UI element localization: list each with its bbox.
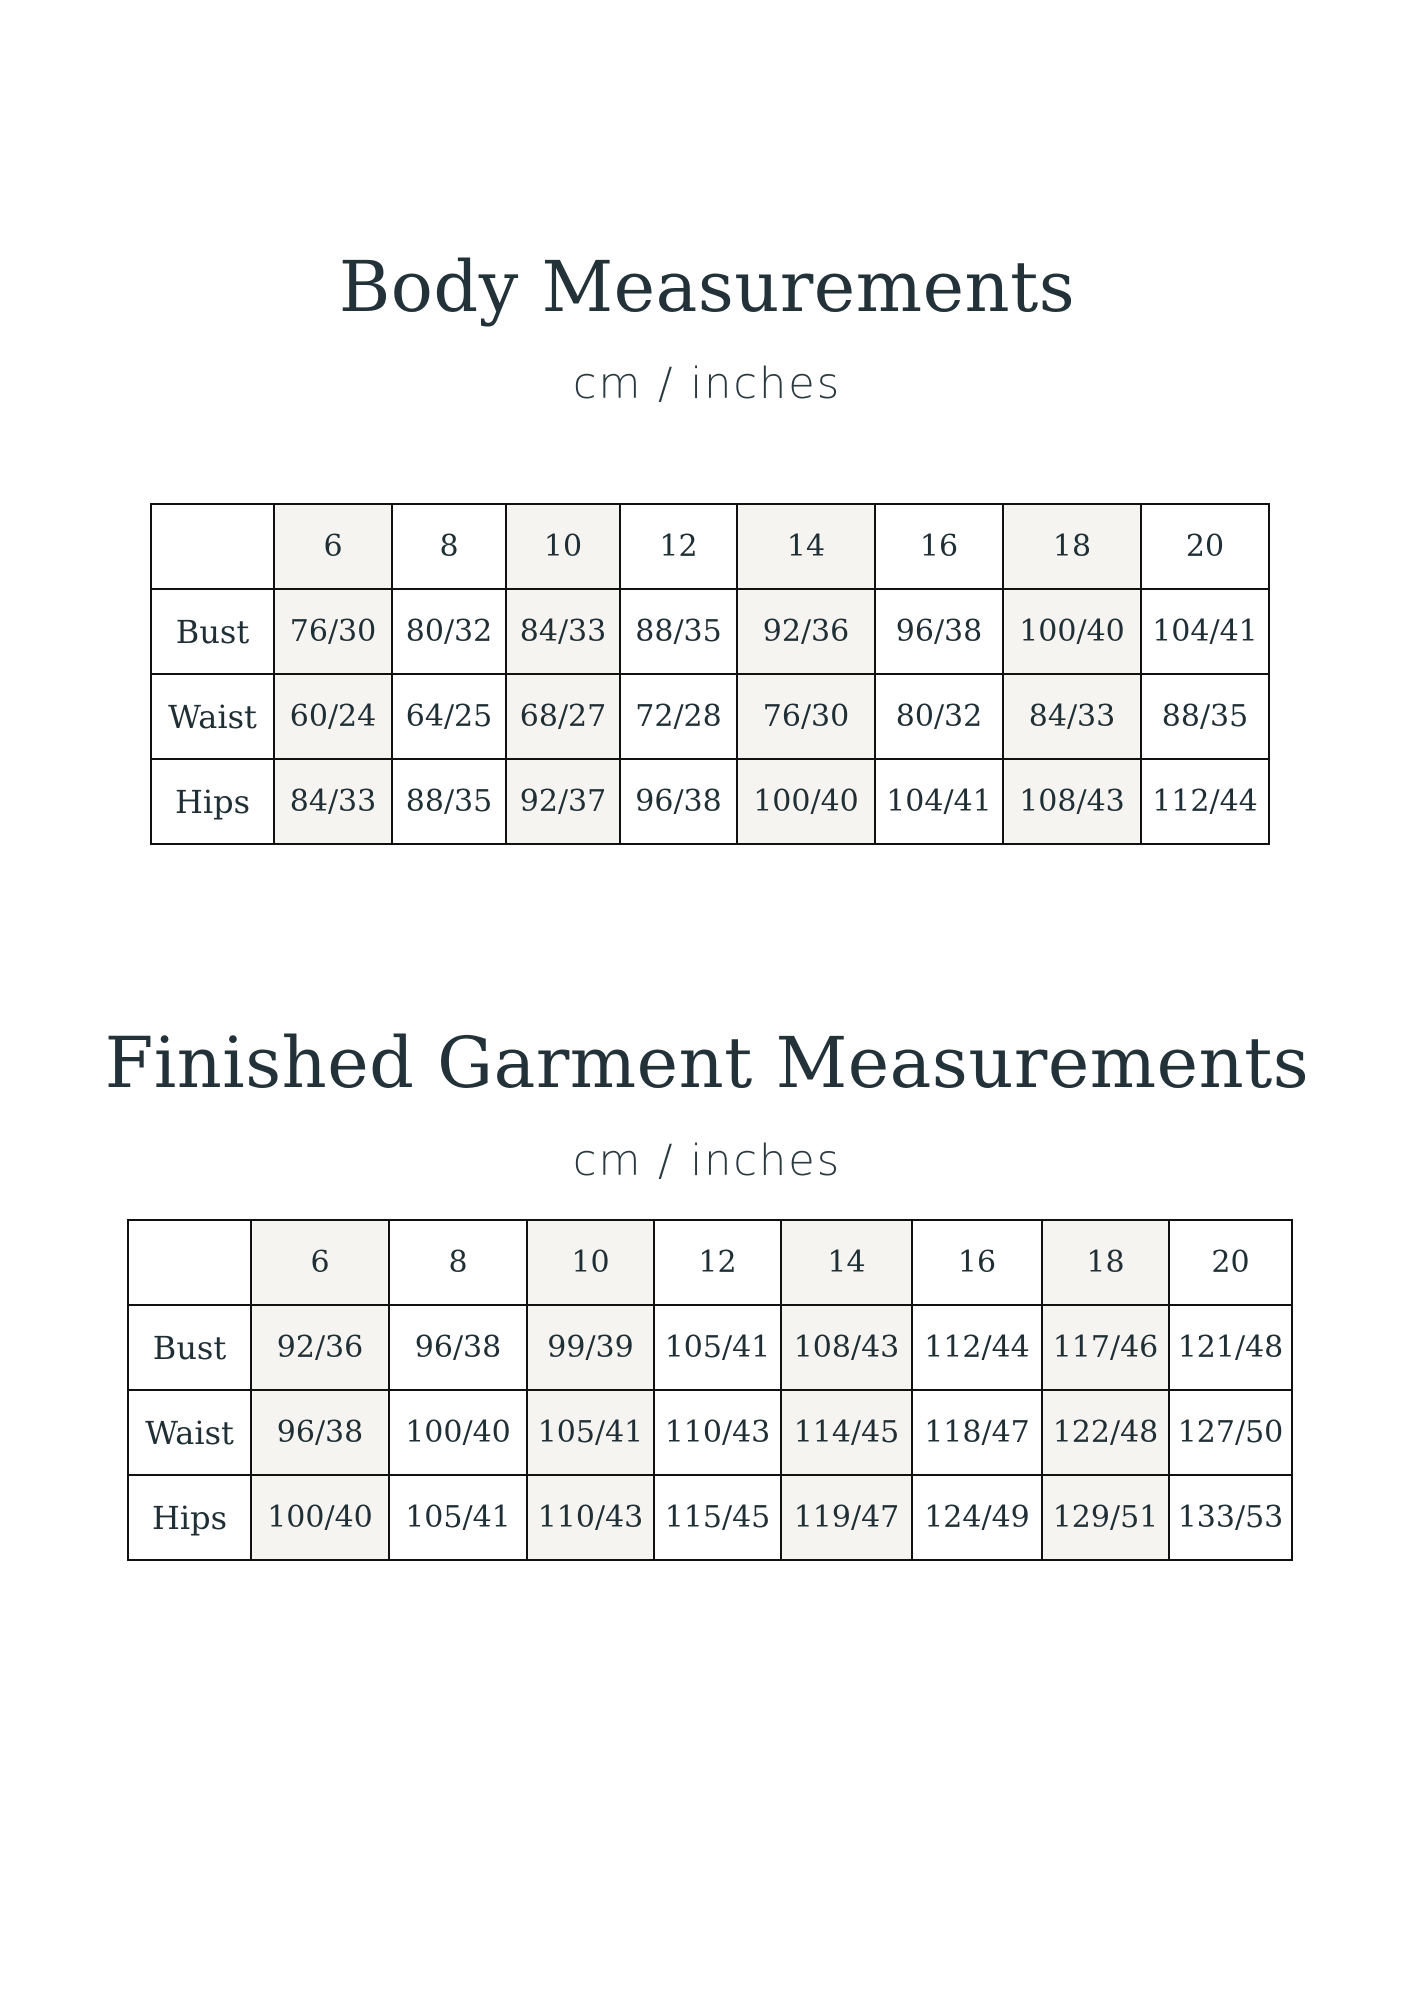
- measurement-cell: 84/33: [506, 589, 620, 674]
- measurement-cell: 96/38: [620, 759, 737, 844]
- measurement-cell: 115/45: [654, 1475, 781, 1560]
- measurement-cell: 60/24: [274, 674, 392, 759]
- measurement-cell: 104/41: [875, 759, 1003, 844]
- garment-measurements-title: Finished Garment Measurements: [104, 1022, 1310, 1104]
- table-row: [151, 759, 1269, 844]
- garment-measurements-table: [127, 1219, 1293, 1561]
- size-header: 8: [392, 504, 506, 589]
- measurement-cell: 72/28: [620, 674, 737, 759]
- measurement-cell: 133/53: [1169, 1475, 1292, 1560]
- measurement-cell: 110/43: [527, 1475, 654, 1560]
- size-header: 16: [912, 1220, 1042, 1305]
- row-label: Waist: [128, 1390, 251, 1475]
- measurement-cell: 92/36: [251, 1305, 389, 1390]
- measurement-cell: 64/25: [392, 674, 506, 759]
- measurement-cell: 129/51: [1042, 1475, 1169, 1560]
- measurement-cell: 114/45: [781, 1390, 912, 1475]
- measurement-cell: 92/36: [737, 589, 875, 674]
- size-header: 18: [1042, 1220, 1169, 1305]
- corner-cell: [128, 1220, 251, 1305]
- measurement-cell: 88/35: [1141, 674, 1269, 759]
- measurement-cell: 112/44: [1141, 759, 1269, 844]
- size-header: 6: [274, 504, 392, 589]
- measurement-cell: 96/38: [875, 589, 1003, 674]
- size-header: 14: [781, 1220, 912, 1305]
- measurement-cell: 105/41: [389, 1475, 527, 1560]
- measurement-cell: 100/40: [1003, 589, 1141, 674]
- measurement-cell: 100/40: [737, 759, 875, 844]
- measurement-cell: 105/41: [654, 1305, 781, 1390]
- measurement-cell: 117/46: [1042, 1305, 1169, 1390]
- body-measurements-units: cm / inches: [572, 359, 842, 409]
- table-row: [151, 674, 1269, 759]
- size-header: 20: [1169, 1220, 1292, 1305]
- size-header: 18: [1003, 504, 1141, 589]
- row-label: Hips: [128, 1475, 251, 1560]
- measurement-cell: 118/47: [912, 1390, 1042, 1475]
- measurement-cell: 92/37: [506, 759, 620, 844]
- measurement-cell: 84/33: [1003, 674, 1141, 759]
- size-header: 10: [506, 504, 620, 589]
- measurement-cell: 96/38: [251, 1390, 389, 1475]
- size-header: 8: [389, 1220, 527, 1305]
- measurement-cell: 100/40: [389, 1390, 527, 1475]
- size-header: 14: [737, 504, 875, 589]
- size-header: 6: [251, 1220, 389, 1305]
- measurement-cell: 104/41: [1141, 589, 1269, 674]
- measurement-cell: 108/43: [781, 1305, 912, 1390]
- measurement-cell: 108/43: [1003, 759, 1141, 844]
- measurement-cell: 84/33: [274, 759, 392, 844]
- size-header: 12: [620, 504, 737, 589]
- table-row: [128, 1390, 1292, 1475]
- row-label: Bust: [128, 1305, 251, 1390]
- body-measurements-title: Body Measurements: [338, 246, 1076, 328]
- measurement-cell: 110/43: [654, 1390, 781, 1475]
- measurement-cell: 112/44: [912, 1305, 1042, 1390]
- measurement-cell: 119/47: [781, 1475, 912, 1560]
- measurement-cell: 80/32: [392, 589, 506, 674]
- measurement-cell: 68/27: [506, 674, 620, 759]
- measurement-cell: 100/40: [251, 1475, 389, 1560]
- measurement-cell: 76/30: [274, 589, 392, 674]
- measurement-cell: 121/48: [1169, 1305, 1292, 1390]
- measurement-cell: 96/38: [389, 1305, 527, 1390]
- row-label: Hips: [151, 759, 274, 844]
- garment-measurements-units: cm / inches: [572, 1136, 842, 1186]
- measurement-cell: 88/35: [392, 759, 506, 844]
- size-header: 20: [1141, 504, 1269, 589]
- table-row: [128, 1475, 1292, 1560]
- measurement-cell: 80/32: [875, 674, 1003, 759]
- table-row: [128, 1305, 1292, 1390]
- table-row: [151, 589, 1269, 674]
- size-header: 12: [654, 1220, 781, 1305]
- corner-cell: [151, 504, 274, 589]
- row-label: Waist: [151, 674, 274, 759]
- body-measurements-table: [150, 503, 1270, 845]
- size-header-row: [151, 504, 1269, 589]
- measurement-cell: 127/50: [1169, 1390, 1292, 1475]
- measurement-cell: 122/48: [1042, 1390, 1169, 1475]
- measurement-cell: 105/41: [527, 1390, 654, 1475]
- measurement-cell: 76/30: [737, 674, 875, 759]
- measurement-cell: 88/35: [620, 589, 737, 674]
- size-header-row: [128, 1220, 1292, 1305]
- size-header: 16: [875, 504, 1003, 589]
- size-header: 10: [527, 1220, 654, 1305]
- measurement-cell: 124/49: [912, 1475, 1042, 1560]
- row-label: Bust: [151, 589, 274, 674]
- measurement-cell: 99/39: [527, 1305, 654, 1390]
